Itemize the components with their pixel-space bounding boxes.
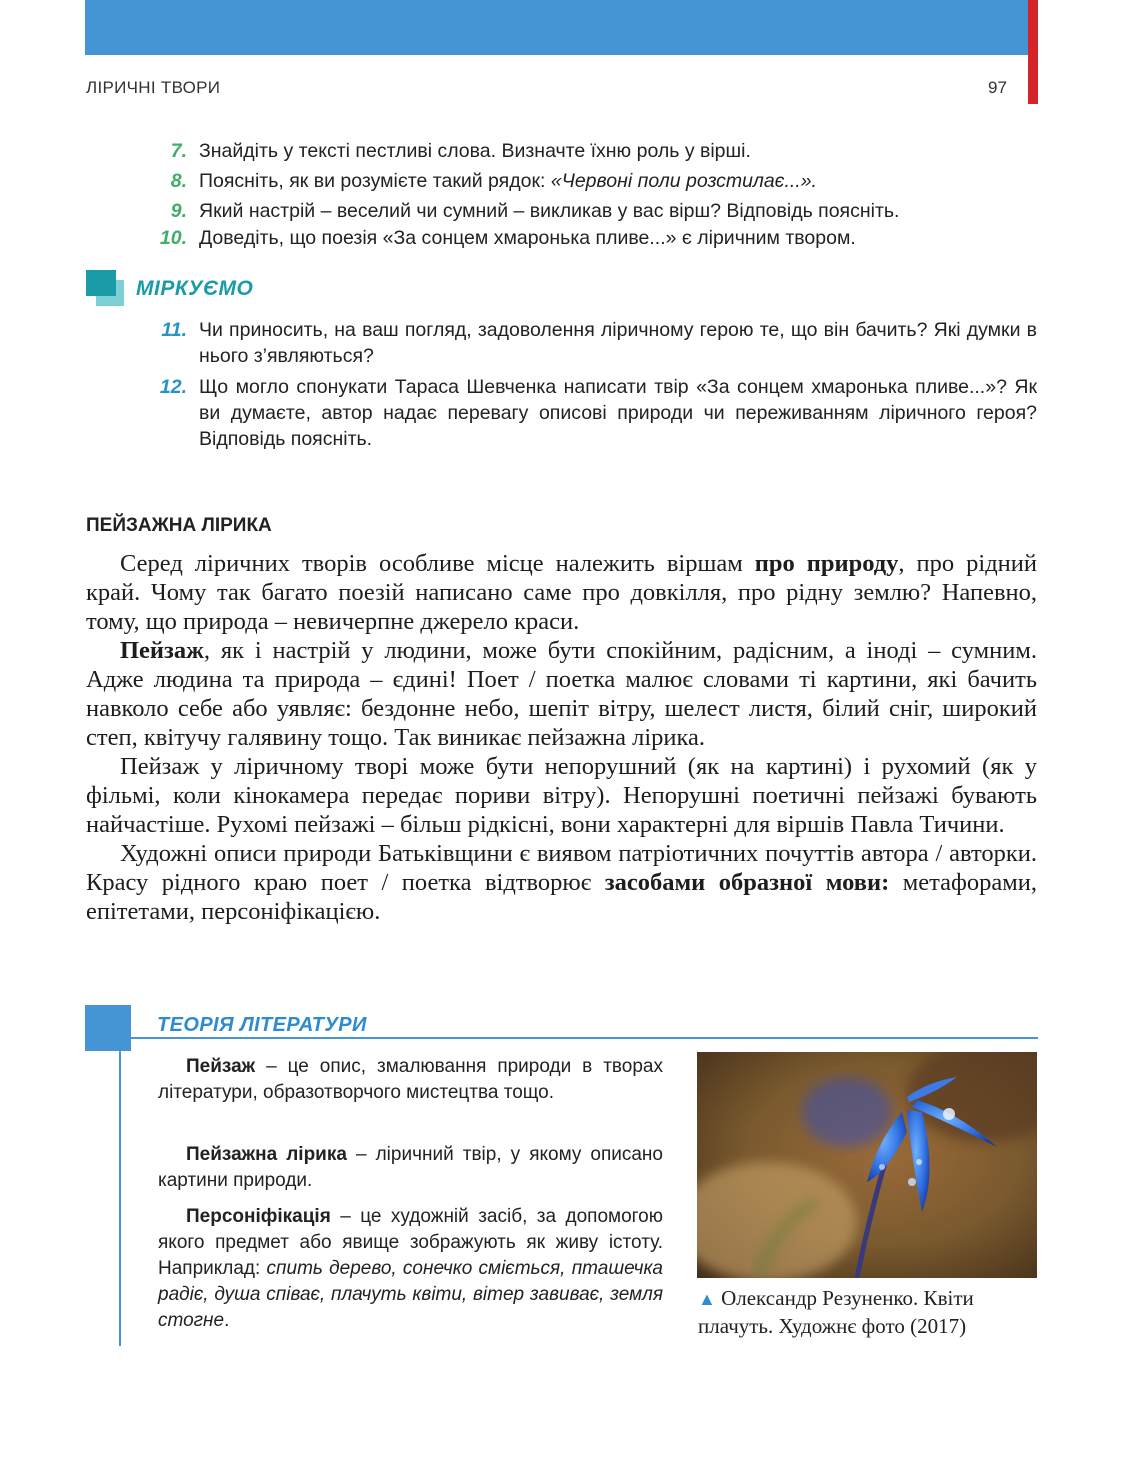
question-11 xyxy=(161,317,1037,369)
question-text: Який настрій – веселий чи сумний – викликав у вас вірш? Відповідь поясніть. xyxy=(199,200,900,222)
definition-landscape: Пейзаж – це опис, змалювання природи в творах літератури, образотворчого мистецтва тощо. xyxy=(158,1056,663,1103)
theory-side-rule xyxy=(119,1051,121,1346)
mirkuiemo-icon xyxy=(86,270,124,306)
section-body xyxy=(86,549,1037,926)
paragraph-2: Пейзаж, як і настрій у людини, може бути спокійним, радісним, а іноді – сумним. Адже людина та природа – єдині! Поет / поетка малює словами ті картини, які бачить навколо себе або уявляє: бездонне небо, шепіт вітру, шелест листя, білий сніг, широкий степ, квітучу галявину тощо. Так виникає пейзажна лірика. xyxy=(86,637,1037,751)
question-number: 11. xyxy=(161,319,187,341)
theory-divider xyxy=(131,1037,1038,1039)
theory-title: ТЕОРІЯ ЛІТЕРАТУРИ xyxy=(157,1014,367,1036)
paragraph-3: Пейзаж у ліричному творі може бути непорушний (як на картині) і рухомий (як у фільмі, коли кінокамера передає пориви вітру). Непорушні поетичні пейзажі бувають найчастіше. Рухомі пейзажі – більш рідкісні, вони характерні для віршів Павла Тичини. xyxy=(86,753,1037,838)
photo-caption: ▲ Олександр Резуненко. Квіти плачуть. Художнє фото (2017) xyxy=(698,1286,974,1338)
page-number: 97 xyxy=(988,78,1007,97)
question-9 xyxy=(170,198,1039,224)
paragraph-4: Художні описи природи Батьківщини є виявом патріотичних почуттів автора / авторки. Красу рідного краю поет / поетка відтворює засобами образної мови: метафорами, епітетами, персоніфікацією. xyxy=(86,840,1037,925)
question-quote: «Червоні поли розстилає...». xyxy=(550,170,817,192)
mirkuiemo-title: МІРКУЄМО xyxy=(136,277,254,300)
question-10 xyxy=(159,225,1039,251)
question-text: Поясніть, як ви розумієте такий рядок: xyxy=(199,170,551,192)
question-text: Знайдіть у тексті пестливі слова. Визначте їхню роль у вірші. xyxy=(199,140,751,162)
question-text: Що могло спонукати Тараса Шевченка написати твір «За сонцем хмаронька пливе...»? Як ви думаєте, автор надає перевагу описові природи чи переживанням ліричного героя? Відповідь поясніть. xyxy=(199,376,1037,450)
page-edge-marker xyxy=(1028,0,1038,104)
theory-icon xyxy=(85,1005,131,1051)
question-text: Доведіть, що поезія «За сонцем хмаронька пливе...» є ліричним твором. xyxy=(199,227,856,249)
definition-personification: Персоніфікація – це художній засіб, за допомогою якого предмет або явище зображують як живу істоту. Наприклад: спить дерево, сонечко сміється, пташечка радіє, душа співає, плачуть квіти, вітер завиває, земля стогне. xyxy=(158,1206,663,1331)
question-8 xyxy=(170,168,1039,194)
flower-photo xyxy=(697,1052,1037,1278)
question-7 xyxy=(170,138,1039,164)
question-number: 7. xyxy=(170,140,187,162)
question-number: 9. xyxy=(170,200,187,222)
question-text: Чи приносить, на ваш погляд, задоволення ліричному герою те, що він бачить? Які думки в нього з’являються? xyxy=(199,319,1037,367)
question-number: 8. xyxy=(170,170,187,192)
paragraph-1: Серед ліричних творів особливе місце належить віршам про природу, про рідний край. Чому так багато поезій написано саме про довкілля, про рідну землю? Напевно, тому, що природа – невичерпне джерело краси. xyxy=(86,550,1037,635)
question-number: 10. xyxy=(159,227,187,249)
running-head: ЛІРИЧНІ ТВОРИ xyxy=(86,78,221,97)
question-12 xyxy=(159,374,1037,452)
triangle-icon: ▲ xyxy=(698,1289,716,1309)
definition-landscape-lyrics: Пейзажна лірика – ліричний твір, у якому описано картини природи. xyxy=(158,1144,663,1191)
section-heading: ПЕЙЗАЖНА ЛІРИКА xyxy=(86,515,272,536)
header-band xyxy=(85,0,1028,55)
question-number: 12. xyxy=(159,376,187,398)
